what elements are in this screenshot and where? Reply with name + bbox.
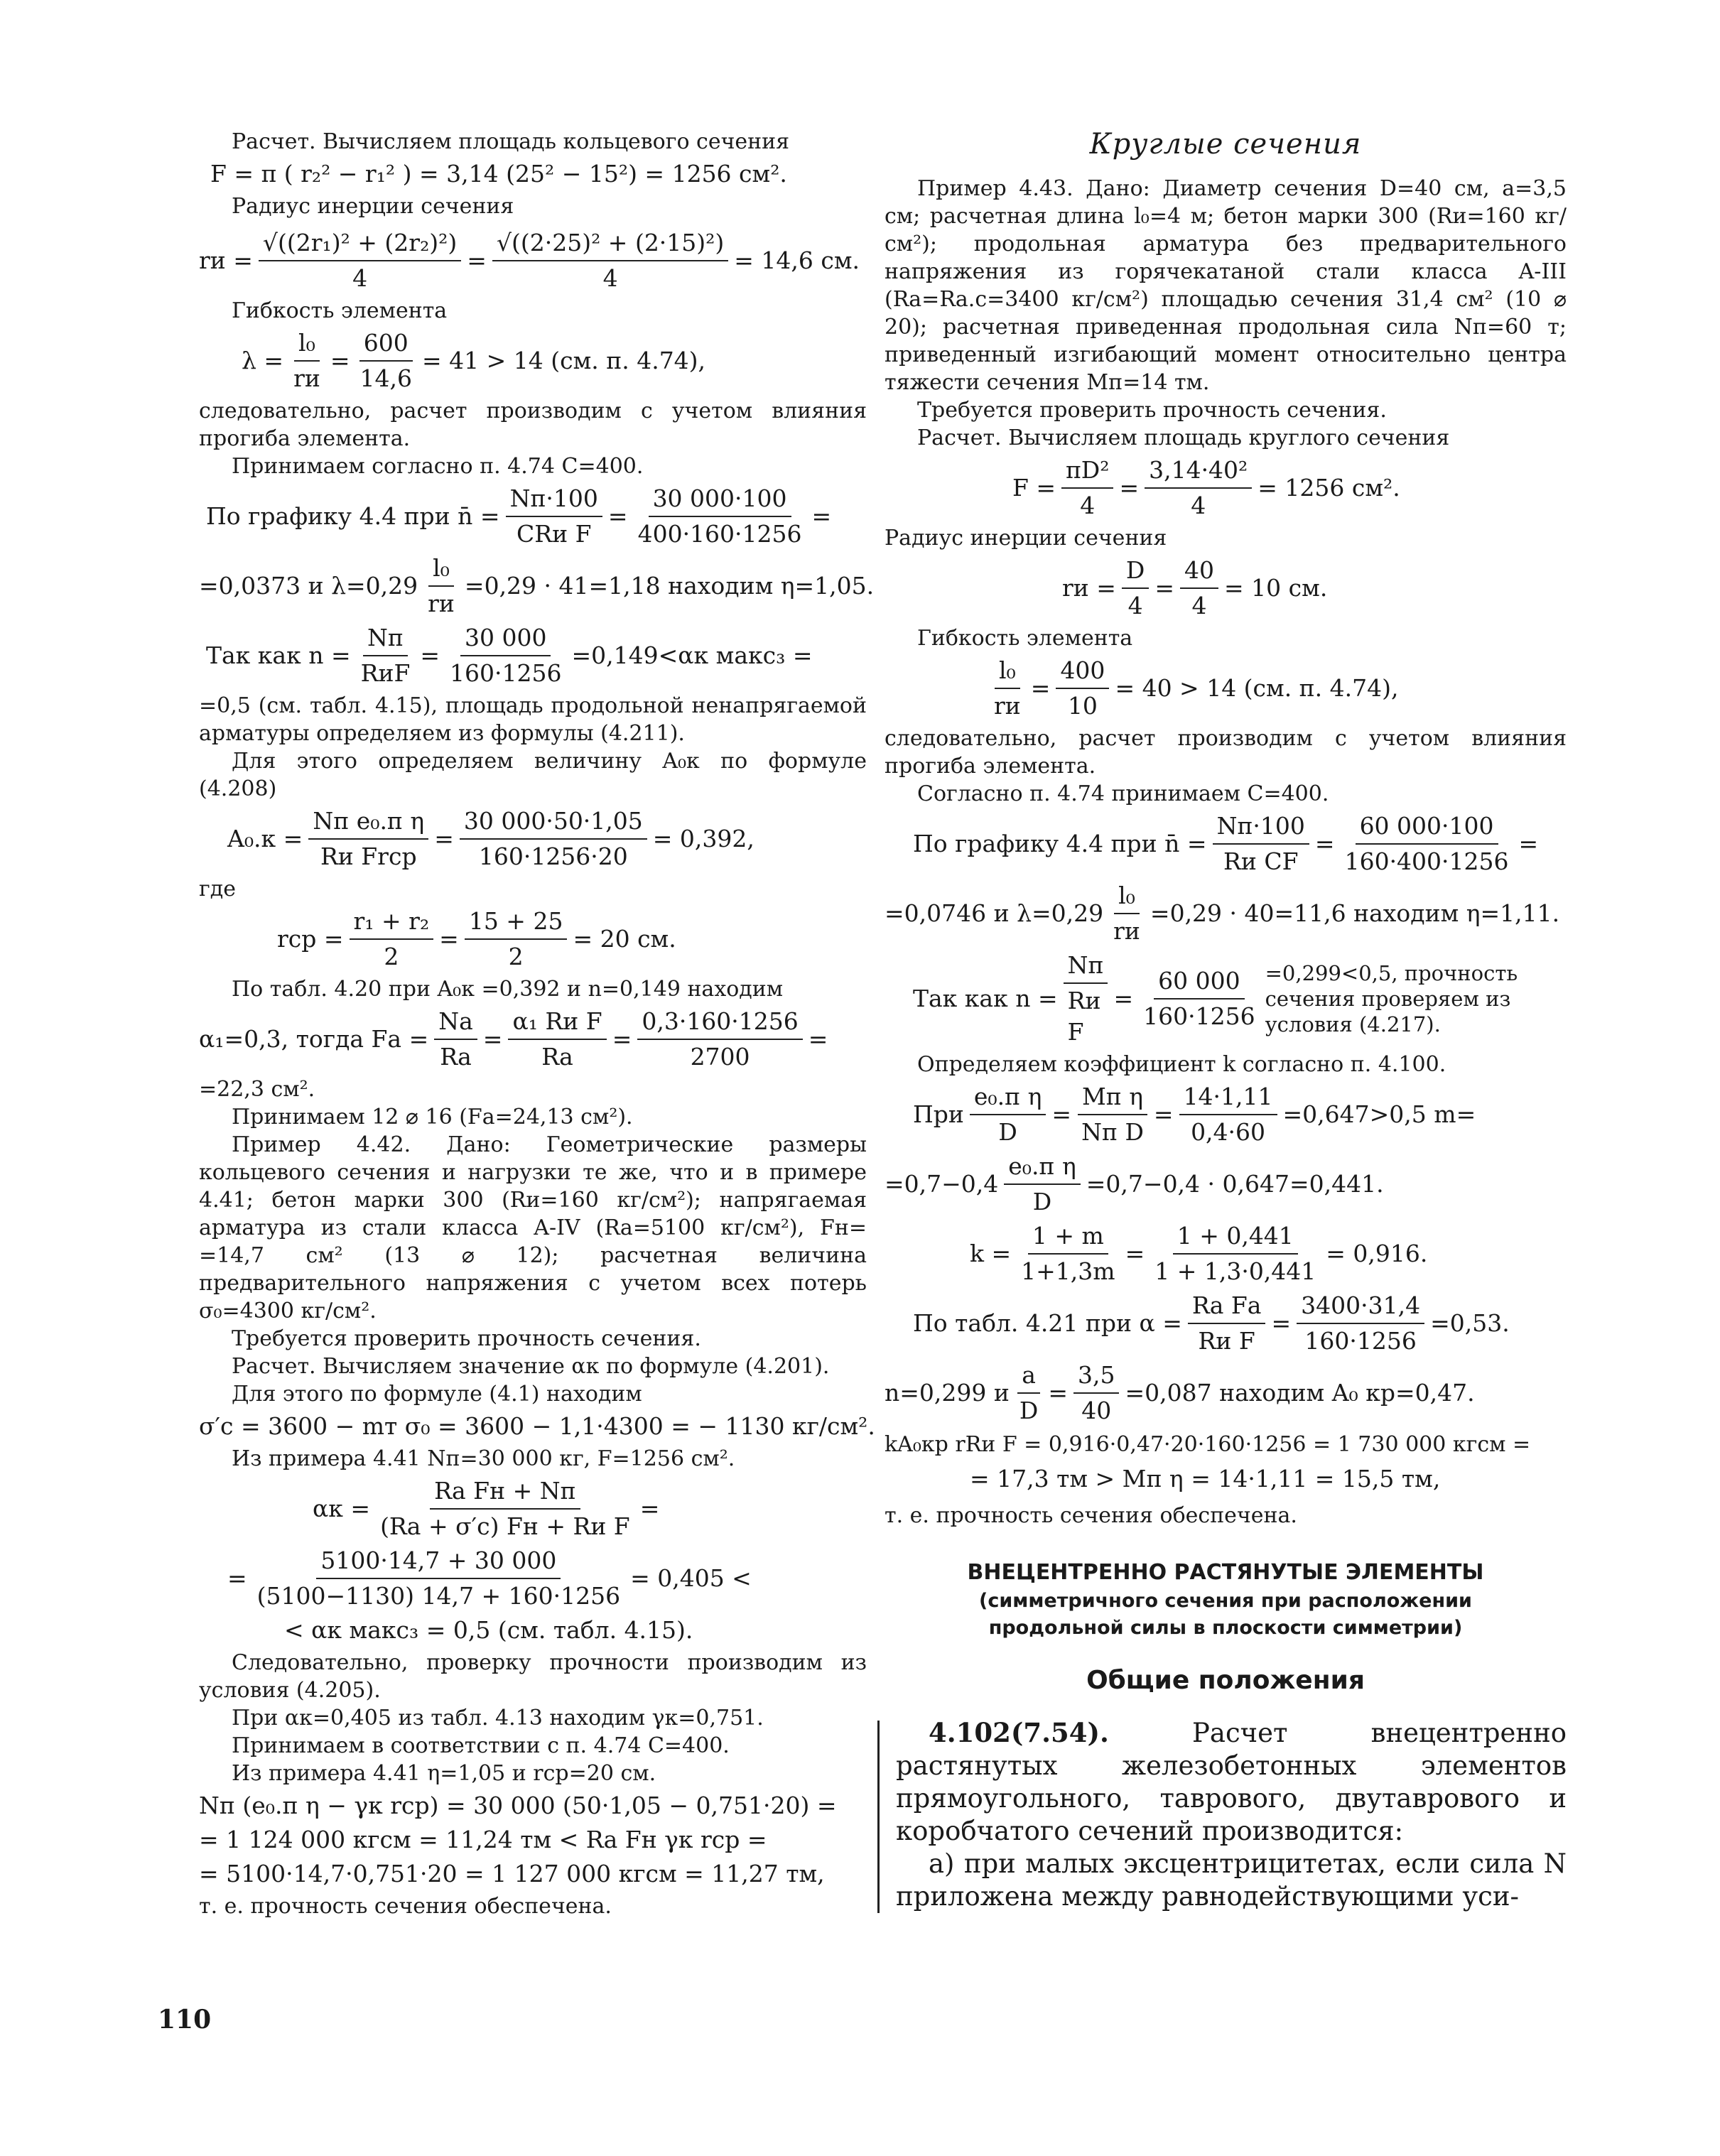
text-line: Требуется проверить прочность сечения. [232, 1326, 701, 1351]
section-title: Круглые сечения [1089, 128, 1362, 161]
text-line: При αк=0,405 из табл. 4.13 находим γк=0,751. [232, 1706, 764, 1730]
formula: A₀.к = $\frac{\text{Nп e₀.п η}}{\text{Rи Frср}}$ = $\frac{30 000\cdot 50\cdot 1,05}{160\cdot 1256\cdot 20}$ = 0,392, [227, 807, 754, 870]
text-line: следовательно, расчет производим с учетом влияния прогиба элемента. [885, 726, 1567, 779]
section-heading: ВНЕЦЕНТРЕННО РАСТЯНУТЫЕ ЭЛЕМЕНТЫ [967, 1560, 1484, 1585]
formula: λ = $\frac{\text{l₀}}{rи}$ = $\frac{600}{14,6}$ = 41 > 14 (см. п. 4.74), [242, 329, 706, 392]
formula: < αк макс₃ = 0,5 (см. табл. 4.15). [284, 1616, 693, 1644]
text-line: Для этого определяем величину A₀к по формуле (4.208) [199, 749, 867, 801]
text-line: Расчет. Вычисляем площадь кольцевого сечения [232, 129, 790, 154]
formula: Так как n = $\frac{Nп}{\text{Rи F}}$ = $\frac{60 000}{160\cdot 1256}$ =0,299<0,5, прочность сечения проверяем из условия (4.217). [913, 951, 1518, 1046]
text-line: Расчет. Вычисляем площадь круглого сечения [917, 426, 1450, 450]
text-line: следовательно, расчет производим с учетом влияния прогиба элемента. [199, 399, 867, 451]
text-line: Принимаем 12 ⌀ 16 (Fа=24,13 см²). [232, 1105, 633, 1130]
text-line: По табл. 4.20 при A₀к =0,392 и n=0,149 находим [232, 977, 784, 1002]
text-line: Принимаем согласно п. 4.74 C=400. [232, 454, 644, 479]
formula: rср = $\frac{\text{r₁ + r₂}}{2}$ = $\frac{15 + 25}{2}$ = 20 см. [277, 907, 676, 970]
text-line: Из примера 4.41 η=1,05 и rср=20 см. [232, 1761, 656, 1786]
formula: = $\frac{5100\cdot 14,7 + 30 000}{(5100-1130) 14,7 + 160\cdot 1256}$ = 0,405 < [227, 1546, 752, 1610]
fraction: $\frac{\text{√((2r₁)² + (2r₂)²)}}{4}$ [259, 227, 461, 294]
formula: =0,7−0,4 $\frac{\text{e₀.п η}}{D}$ =0,7−0,4 · 0,647=0,441. [885, 1152, 1384, 1215]
formula: αк = $\frac{\text{Rа Fн + Nп}}{\text{(Rа + σ′с) Fн + Rи F}}$ = [313, 1477, 660, 1540]
text-line: Радиус инерции сечения [885, 526, 1167, 551]
text-line: где [199, 877, 236, 901]
clause-text: а) при малых эксцентрицитетах, если сила N приложена между равнодействующими уси- [896, 1848, 1567, 1912]
text-line: Гибкость элемента [917, 626, 1133, 651]
text-line: =22,3 см². [199, 1077, 315, 1102]
formula: По графику 4.4 при n̄ = $\frac{Nп\cdot 100}{\text{Rи CF}}$ = $\frac{60 000\cdot 100}{160\cdot 400\cdot 1256}$ = [913, 812, 1539, 875]
text-line: Для этого по формуле (4.1) находим [232, 1382, 642, 1407]
formula: Nп (e₀.п η − γк rср) = 30 000 (50·1,05 − 0,751·20) = [199, 1792, 837, 1819]
text-line: Требуется проверить прочность сечения. [917, 398, 1387, 423]
formula: k = $\frac{1 + m}{1+1,3m}$ = $\frac{1 + 0,441}{1 + 1,3\cdot 0,441}$ = 0,916. [970, 1222, 1428, 1285]
text-line: т. е. прочность сечения обеспечена. [885, 1503, 1297, 1528]
text-line: Пример 4.43. Дано: Диаметр сечения D=40 см, a=3,5 см; расчетная длина l₀=4 м; бетон марки 300 (Rи=160 кг/см²); продольная арматура без предварительного напряжения из горячекатаной стали класса A-III (Rа=Rа.с=3400 кг/см²) площадью сечения 31,4 см² (10 ⌀ 20); расчетная приведенная продольная сила Nп=60 т; приведенный изгибающий момент относительно центра тяжести сечения Mп=14 тм. [885, 176, 1567, 395]
text-line: т. е. прочность сечения обеспечена. [199, 1894, 612, 1919]
formula: rи = $\frac{\text{√((2r₁)² + (2r₂)²)}}{4}$ = $\frac{\text{√((2·25)² + (2·15)²)}}{4}$ = 14,6 см. [199, 227, 867, 294]
text-line: Определяем коэффициент k согласно п. 4.100. [917, 1052, 1446, 1077]
text-line: Расчет. Вычисляем значение αк по формуле (4.201). [232, 1354, 830, 1379]
formula: = 1 124 000 кгсм = 11,24 тм < Rа Fн γк rср = [199, 1826, 767, 1853]
clause-4-102 [885, 1716, 1567, 1913]
formula: α₁=0,3, тогда Fа = $\frac{Nа}{Rа}$ = $\frac{\text{α₁ Rи F}}{Rа}$ = $\frac{0,3\cdot 160\cdot 1256}{2700}$ = [199, 1007, 828, 1071]
margin-bar [877, 1721, 880, 1913]
left-column [199, 128, 875, 1920]
formula: σ′с = 3600 − mт σ₀ = 3600 − 1,1·4300 = − 1130 кг/см². [199, 1412, 875, 1440]
text-line: Согласно п. 4.74 принимаем C=400. [917, 781, 1329, 806]
formula: $\frac{\text{l₀}}{rи}$ = $\frac{400}{10}$ = 40 > 14 (см. п. 4.74), [994, 656, 1399, 720]
text-line: =0,5 (см. табл. 4.15), площадь продольной ненапрягаемой арматуры определяем из формулы (4.211). [199, 693, 867, 746]
formula: При $\frac{\text{e₀.п η}}{D}$ = $\frac{\text{Mп η}}{\text{Nп D}}$ = $\frac{14\cdot 1,11}{0,4\cdot 60}$ =0,647>0,5 m= [913, 1083, 1476, 1146]
fraction: $\frac{\text{√((2·25)² + (2·15)²)}}{4}$ [492, 227, 728, 294]
formula: rи = $\frac{D}{4}$ = $\frac{40}{4}$ = 10 см. [1062, 556, 1328, 619]
right-column [885, 128, 1567, 1913]
text-line: Радиус инерции сечения [232, 194, 514, 219]
formula: kA₀кр rRи F = 0,916·0,47·20·160·1256 = 1 730 000 кгсм = [885, 1432, 1531, 1457]
text-line: Гибкость элемента [232, 298, 448, 323]
text-line: Принимаем в соответствии с п. 4.74 C=400. [232, 1733, 730, 1758]
formula: F = $\frac{\text{πD²}}{4}$ = $\frac{\text{3,14·40²}}{4}$ = 1256 см². [1012, 456, 1400, 519]
section-subheading: (симметричного сечения при расположении продольной силы в плоскости симметрии) [979, 1590, 1472, 1639]
formula: F = π ( r₂² − r₁² ) = 3,14 (25² − 15²) = 1256 см². [210, 160, 787, 188]
formula: n=0,299 и $\frac{a}{D}$ = $\frac{3,5}{40}$ =0,087 находим A₀ кр=0,47. [885, 1361, 1475, 1424]
subsection-heading: Общие положения [1086, 1666, 1365, 1695]
formula: Так как n = $\frac{Nп}{\text{RиF}}$ = $\frac{30 000}{160\cdot 1256}$ =0,149<αк макс₃ = [206, 624, 813, 687]
clause-number: 4.102(7.54). [929, 1717, 1109, 1748]
formula: =0,0373 и λ=0,29 $\frac{\text{l₀}}{rи}$ =0,29 · 41=1,18 находим η=1,05. [199, 554, 875, 617]
text-line: Из примера 4.41 Nп=30 000 кг, F=1256 см². [232, 1446, 735, 1471]
clause-text: 4.102(7.54). Расчет внецентренно растянутых железобетонных элементов прямоугольного, таврового, двутаврового и коробчатого сечений производится: [896, 1717, 1567, 1846]
formula: = 17,3 тм > Mп η = 14·1,11 = 15,5 тм, [970, 1465, 1441, 1493]
formula: =0,0746 и λ=0,29 $\frac{\text{l₀}}{rи}$ =0,29 · 40=11,6 находим η=1,11. [885, 882, 1560, 945]
page-number: 110 [158, 2005, 212, 2035]
formula: По графику 4.4 при n̄ = $\frac{Nп\cdot 100}{\text{CRи F}}$ = $\frac{30 000\cdot 100}{400\cdot 160\cdot 1256}$ = [206, 484, 832, 548]
text-line: Следовательно, проверку прочности производим из условия (4.205). [199, 1650, 867, 1703]
text-line: Пример 4.42. Дано: Геометрические размеры кольцевого сечения и нагрузки те же, что и в примере 4.41; бетон марки 300 (Rи=160 кг/см²); напрягаемая арматура из стали класса A-IV (Rа=5100 кг/см²), Fн= =14,7 см² (13 ⌀ 12); расчетная величина предварительного напряжения с учетом всех потерь σ₀=4300 кг/см². [199, 1132, 867, 1323]
formula: По табл. 4.21 при α = $\frac{\text{Rа Fа}}{\text{Rи F}}$ = $\frac{3400\cdot 31,4}{160\cdot 1256}$ =0,53. [913, 1291, 1510, 1355]
formula: = 5100·14,7·0,751·20 = 1 127 000 кгсм = 11,27 тм, [199, 1860, 825, 1887]
